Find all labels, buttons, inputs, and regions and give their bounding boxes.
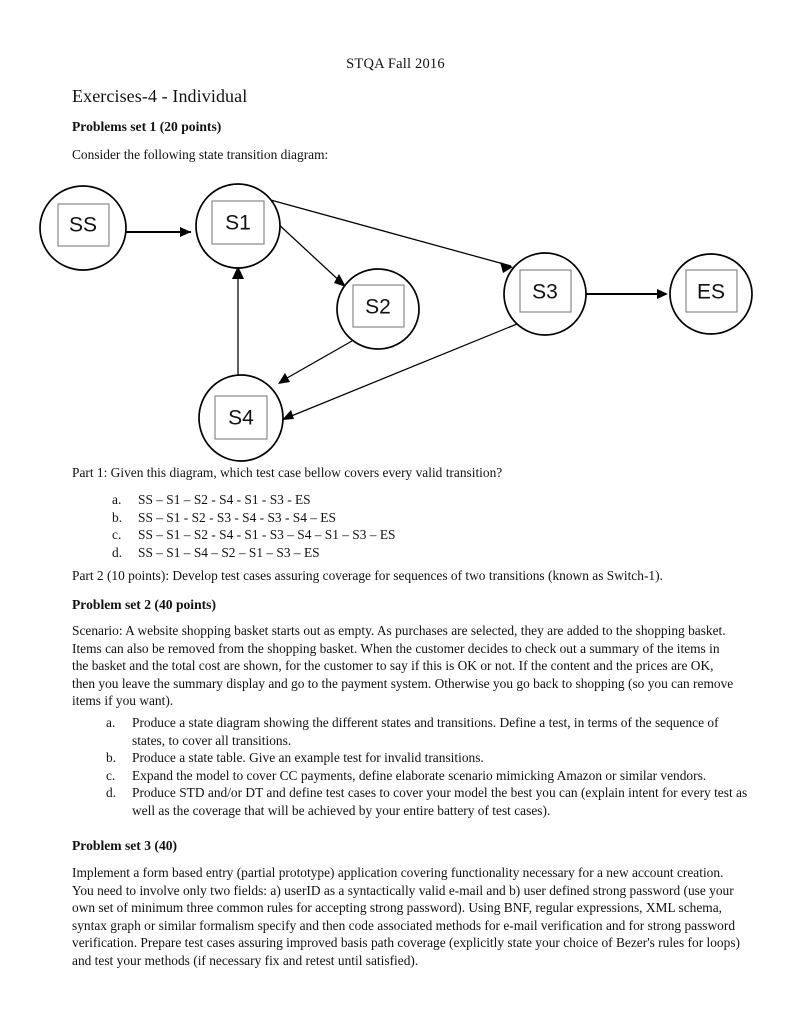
option-text: SS – S1 – S2 - S4 - S1 - S3 – S4 – S1 – S3 – ES [138, 527, 396, 543]
transition-s1-to-s2 [276, 222, 346, 287]
state-node-s2 [337, 269, 419, 349]
problem-set-2-tasks-list [106, 714, 754, 820]
part-2-description: Part 2 (10 points): Develop test cases assuring coverage for sequences of two transitions (known as Switch-1). [72, 568, 663, 583]
state-node-s2-label: S2 [365, 295, 391, 319]
document-header: STQA Fall 2016 [346, 56, 445, 72]
task-marker: b. [106, 750, 117, 766]
transition-ss-to-s1 [126, 227, 191, 237]
problem-set-2-heading: Problem set 2 (40 points) [72, 597, 216, 612]
document-title: Exercises-4 - Individual [72, 86, 248, 106]
option-text: SS – S1 – S4 – S2 – S1 – S3 – ES [138, 544, 320, 560]
task-marker: d. [106, 785, 117, 801]
state-node-es [670, 254, 752, 334]
state-node-s4-label: S4 [228, 406, 254, 430]
state-node-ss-label: SS [68, 213, 98, 237]
option-marker: d. [112, 544, 123, 560]
transition-s4-to-s1 [232, 266, 244, 376]
problem-set-1-heading: Problems set 1 (20 points) [72, 119, 222, 134]
list-item [106, 749, 754, 767]
state-node-s1 [196, 184, 280, 268]
task-text: Produce a state table. Give an example test for invalid transitions. [132, 750, 484, 766]
problem-set-1-intro: Consider the following state transition diagram: [72, 147, 329, 162]
task-text: Expand the model to cover CC payments, define elaborate scenario mimicking Amazon or similar vendors. [132, 767, 707, 783]
state-transition-diagram [0, 180, 791, 470]
list-item [106, 714, 754, 749]
state-node-s3-label: S3 [532, 280, 558, 304]
transition-s3-to-es [586, 289, 668, 299]
part-1-question: Part 1: Given this diagram, which test case bellow covers every valid transition? [72, 465, 503, 480]
transition-s2-to-s4 [278, 341, 352, 384]
option-marker: b. [112, 509, 123, 525]
list-item [106, 784, 754, 819]
state-node-ss [40, 186, 126, 270]
state-node-s1-label: S1 [225, 211, 251, 235]
task-marker: c. [106, 767, 116, 783]
option-text: SS – S1 - S2 - S3 - S4 - S3 - S4 – ES [138, 509, 336, 525]
state-node-s3 [504, 253, 586, 335]
problem-set-3-body: Implement a form based entry (partial prototype) application covering functionality necessary for a new account creation. You need to involve only two fields: a) userID as a syntactically valid e-mail and b) user defined strong password (use your own set of minimum three common rules for accepting strong password). Using BNF, regular expressions, XML schema, syntax graph or similar formalism specify and then code associated methods for e-mail verification and for strong password verification. Prepare test cases assuring improved basis path coverage (explicitly state your choice of Bezer's rules for loops) and test your methods (if necessary fix and retest until satisfied). [72, 865, 740, 968]
state-node-es-label: ES [696, 280, 726, 304]
list-item [112, 544, 672, 562]
task-marker: a. [106, 715, 116, 730]
state-node-s4 [199, 375, 283, 461]
list-item [112, 509, 672, 527]
option-marker: c. [112, 527, 122, 543]
list-item [106, 767, 754, 785]
part-1-options-list [112, 491, 672, 561]
task-text: Produce STD and/or DT and define test cases to cover your model the best you can (explain intent for every test as well as the coverage that will be achieved by your entire battery of test cases). [132, 785, 748, 818]
option-marker: a. [112, 492, 122, 507]
list-item [112, 526, 672, 544]
problem-set-2-scenario: Scenario: A website shopping basket starts out as empty. As purchases are selected, they are added to the shopping basket. Items can also be removed from the shopping basket. When the customer decides to check out a summary of the items in the basket and the total cost are shown, for the customer to say if this is OK or not. If the content and the prices are OK, then you leave the summary display and go to the payment system. Otherwise you go back to shopping (so you can remove items if you want). [72, 623, 734, 709]
option-text: SS – S1 – S2 - S4 - S1 - S3 - ES [138, 492, 311, 507]
transition-s1-to-s3 [267, 199, 513, 273]
task-text: Produce a state diagram showing the different states and transitions. Define a test, in terms of the sequence of states, to cover all transitions. [132, 715, 719, 748]
problem-set-3-heading: Problem set 3 (40) [72, 838, 178, 853]
list-item [112, 491, 672, 509]
